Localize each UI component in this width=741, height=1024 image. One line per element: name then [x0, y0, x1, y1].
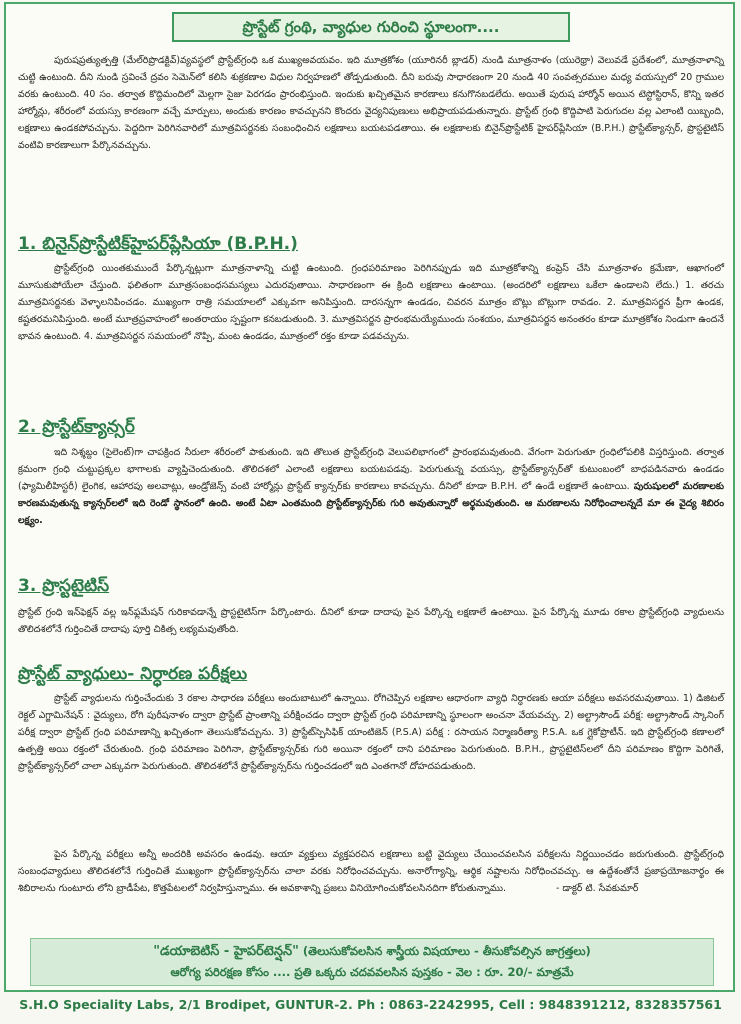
banner-subtitle: (తెలుసుకోవలసిన శాస్త్రీయ విషయాలు - తీసుకోవల్సిన జాగ్రత్తలు): [298, 944, 591, 958]
section-heading-bph: 1. బినైన్‌ప్రొస్టేటిక్‌హైపర్‌ప్లేసియా (B.P.H.): [18, 234, 298, 254]
banner-book-title: "డయాబెటిస్ - హైపర్‌టెన్షన్": [153, 944, 299, 959]
section-text-prostatitis: ప్రొస్టేట్ గ్రంధి ఇన్‌ఫెక్షన్ వల్ల ఇన్‌ఫ్లమేషన్ గురికావడాన్నే ప్రొస్టటైటిస్‌గా పేర్కొంటారు. దీనిలో కూడా దాదాపు పైన పేర్కొన్న లక్షణాలే ఉంటాయి. పైన పేర్కొన్న మూడు రకాల ప్రొస్టేట్‌గ్రంధి వ్యాధులను తొలిదశలోనే గుర్తించితే దాదాపు పూర్తి చికిత్స లభ్యమవుతోంది.: [18, 607, 724, 636]
closing-paragraph: [18, 846, 724, 897]
banner-line-1: [31, 941, 713, 962]
section-text-diagnosis: ప్రొస్టేట్ వ్యాధులను గుర్తించేందుకు 3 రకాల సాధారణ పరీక్షలు అందుబాటులో ఉన్నాయి. రోగిచెప్పిన లక్షణాల ఆధారంగా వ్యాధి నిర్ధారణకు ఆయా పరీక్షలు అవసరమవుతాయి. 1) డిజిటల్ రెక్టల్ ఎగ్జామినేషన్ : వైద్యులు, రోగి పురీషనాళం ద్వారా ప్రొస్టేట్ ప్రాంతాన్ని పరీక్షించడం ద్వారా ప్రొస్టేట్ గ్రంధి పరిమాణాన్ని స్థూలంగా అంచనా వేయవచ్చు. 2) అల్ట్రాసౌండ్ పరీక్ష: అల్ట్రాసౌండ్ స్కానింగ్ పరీక్ష ద్వారా ప్రొస్టేట్ గ్రంధి పరిమాణాన్ని ఖచ్చితంగా తెలుసుకోవచ్చును. 3) ప్రొస్టేట్‌స్పెసిఫిక్ యాంటిజెన్ (P.S.A) పరీక్ష : రసాయన నిర్మాణరీత్యా P.S.A. ఒక గ్లైకోప్రొటీన్. ఇది ప్రొస్టేట్‌గ్రంధి కణాలలో ఉత్పత్తి అయి రక్తంలో చేరుతుంది. గ్రంధి పరిమాణం పెరిగినా, ప్రొస్టేట్‌క్యాన్సర్‌కు గురి అయినా రక్తంలో దాని పరిమాణం పెరుగుతుంది. B.P.H., ప్రొస్టటైటిస్‌లలో దీని పరిమాణం కొద్దిగా పెరిగితే, ప్రొస్టేట్‌క్యాన్సర్‌లో చాలా ఎక్కువగా పెరుగుతుంది. తొలిదశలోనే ప్రొస్టేట్‌క్యాన్సర్‌ను గుర్తించడంలో ఇది ఎంతగానో దోహదపడుతుంది.: [18, 693, 724, 773]
section-text-cancer: [18, 444, 724, 529]
intro-paragraph: పురుషప్రత్యుత్పత్తి (మేల్‌రిప్రొడక్టివ్)వ్యవస్థలో ప్రొస్టేట్‌గ్రంధి ఒక ముఖ్యఅవయవం. ఇది మూత్రకోశం (యూరినరీ బ్లాడర్) నుండి మూత్రనాళం (యురెథ్రా) వెలువడే ప్రదేశంలో, మూత్రనాళాన్ని చుట్టి ఉంటుంది. దీని నుండి స్రవించే ద్రవం సెమెన్‌లో కలిసి శుక్రకణాల విధుల నిర్వహణలో తోడ్పడుతుంది. దీని బరువు సాధారణంగా 20 నుండి 40 సంవత్సరముల మధ్య వయస్సులో 20 గ్రాముల వరకు ఉంటుంది. 40 సం. తర్వాత కొద్దిమందిలో మెల్లగా సైజు పెరగడం ప్రారంభిస్తుంది. ఇందుకు ఖచ్చితమైన కారణాలు కనుగొనబడలేదు. అయితే పురుష హార్మోన్ అయిన టెస్టోస్టిరాన్, కొన్ని ఇతర హార్మోన్లు, శరీరంలో వయస్సు కారణంగా వచ్చే మార్పులు, అందుకు కారణం కావచ్చునని కొందరు వైద్యనిపుణులు అభిప్రాయపడుతున్నారు. ప్రొస్టేట్ గ్రంధి కొద్దిపాటి పెరుగుదల వల్ల ఎలాంటి యిబ్బంది, లక్షణాలు ఉండకపోవచ్చును. పెద్దదిగా పెరిగినవారిలో మూత్రవిసర్జనకు సంబంధించిన లక్షణాలు బయటపడతాయి. ఈ లక్షణాలకు బినైన్‌ప్రొస్టేటిక్ హైపర్‌ప్లేసియా (B.P.H.) ప్రొస్టేట్‌క్యాన్సర్, ప్రొస్టటైటిస్ వంటివి కారణాలుగా పేర్కొనవచ్చును.: [18, 55, 724, 152]
cancer-body: ఇది నిశ్శబ్దం (సైలెంట్)గా చాపక్రింద నీరులా శరీరంలో పాకుతుంది. ఇది తొలుత ప్రొస్టేట్‌గ్రంధి వెలుపలిభాగంలో ప్రారంభమవుతుంది. వేగంగా పెరుగుతూ గ్రంధిలోపలికి విస్తరిస్తుంది. తర్వాత క్రమంగా గ్రంధి చుట్టుప్రక్కల భాగాలకు వ్యాప్తిచెందుతుంది. తొలిదశలో ఎలాంటి లక్షణాలు బయటపడవు. పెరుగుతున్న వయస్సు, ప్రొస్టేట్‌క్యాన్సర్‌తో కుటుంబంలో బాధపడినవారు ఉండడం (ఫ్యామిలీహిస్టరీ) లైంగిక, ఆహారపు అలవాట్లు, ఆండ్రోజెన్స్ వంటి హార్మోన్లు ప్రొస్టేట్ క్యాన్సర్‌కు కారణాలు కావచ్చును. దీనిలో కూడా B.P.H. లో ఉండే లక్షణాలే ఉంటాయి.: [18, 447, 724, 493]
section-heading-prostatitis: 3. ప్రొస్టటైటిస్: [18, 576, 110, 596]
book-banner: [30, 938, 714, 986]
page-title: ప్రొస్టేట్ గ్రంథి, వ్యాధుల గురించి స్థూలంగా....: [172, 12, 570, 42]
doctor-signature: - డాక్టర్ టి. సేవకుమార్: [555, 883, 639, 895]
section-text-bph: ప్రొస్టేట్‌గ్రంధి యింతకుముందే పేర్కొన్నట్లుగా మూత్రనాళాన్ని చుట్టి ఉంటుంది. గ్రంధపరిమాణం పెరిగినప్పుడు ఇది మూత్రకోశాన్ని కంప్రెస్ చేసి మూత్రనాళం క్రమేణా, ఆఖాగంలో మూసుకుపోయేలా చేస్తుంది. ఫలితంగా మూత్రసంబంధసమస్యలు ఎదురవుతాయి. సాధారణంగా ఈ క్రింది లక్షణాలు ఉంటాయి. (అందరిలో లక్షణాలు ఒకేలా ఉండాలని లేదు.) 1. తరచు మూత్రవిసర్జనకు వెళ్ళాలనిపించడం. ముఖ్యంగా రాత్రి సమయాలలో ఎక్కువగా అనిపిస్తుంది. దారసన్నగా ఉండడం, చివరన మూత్రం బొట్లు బొట్లుగా రావడం. 2. మూత్రవిసర్జన ప్రీగా ఉండక, కష్టతరమనిపిస్తుంది. అంటే మూత్రప్రవాహంలో అంతరాయం స్పష్టంగా కనబడుతుంది. 3. మూత్రవిసర్జన ప్రారంభమయ్యేముందు సంశయం, మూత్రవిసర్జన అనంతరం కూడా మూత్రకోశం నిండుగా ఉందనే భావన ఉంటుంది. 4. మూత్రవిసర్జన సమయంలో నొప్పి, మంట ఉండడం, మూత్రంలో రక్తం కూడా పడవచ్చును.: [18, 263, 724, 343]
cancer-highlight: పురుషులలో మరణాలకు కారణమవుతున్న క్యాన్సర్‌లలో ఇది రెండో స్థానంలో ఉంది. అంటే ఏటా ఎంతమంది ప్రొస్టేట్‌క్యాన్సర్‌కు గురి అవుతున్నారో అర్థమవుతుంది. ఆ మరణాలను నిరోధించాలన్నదే మా ఈ వైద్య శిబిరం లక్ష్యం.: [18, 481, 724, 527]
section-heading-diagnosis: ప్రొస్టేట్ వ్యాధులు- నిర్ధారణ పరీక్షలు: [18, 664, 248, 684]
banner-line-2: ఆరోగ్య పరిరక్షణ కోసం .... ప్రతి ఒక్కరు చదవవలసిన పుస్తకం - వెల : రూ. 20/- మాత్రమే: [170, 965, 574, 979]
closing-text: పైన పేర్కొన్న పరీక్షలు అన్నీ అందరికి అవసరం ఉండవు. ఆయా వ్యక్తులు వ్యక్తపరచిన లక్షణాలు బట్టి వైద్యులు చేయించవలసిన పరీక్షలను నిర్ణయించడం జరుగుతుంది. ప్రొస్టేట్‌గ్రంధి సంబంధవ్యాధులు తొలిదశలోనే గుర్తించితే ముఖ్యంగా ప్రొస్టేట్‌క్యాన్సర్‌ను చాలా వరకు నిరోధించవచ్చును. అనారోగ్యాన్ని, ఆర్థిక నష్టాలను నిరోధించవచ్చు. ఆ ఉద్దేశంతోనే ప్రజాప్రయోజనార్థం ఈ శిబిరాలను గుంటూరు లోని బ్రాడీపేట, కొత్తపేటలలో నిర్వహిస్తున్నాము. ఈ అవకాశాన్ని ప్రజలు వినియోగించుకోవలసినదిగా కోరుతున్నాము.: [18, 849, 724, 895]
section-heading-cancer: 2. ప్రొస్టేట్‌క్యాన్సర్: [18, 417, 135, 437]
lab-contact-footer: S.H.O Speciality Labs, 2/1 Brodipet, GUNTUR-2. Ph : 0863-2242995, Cell : 9848391212, 8328357561: [19, 997, 722, 1012]
